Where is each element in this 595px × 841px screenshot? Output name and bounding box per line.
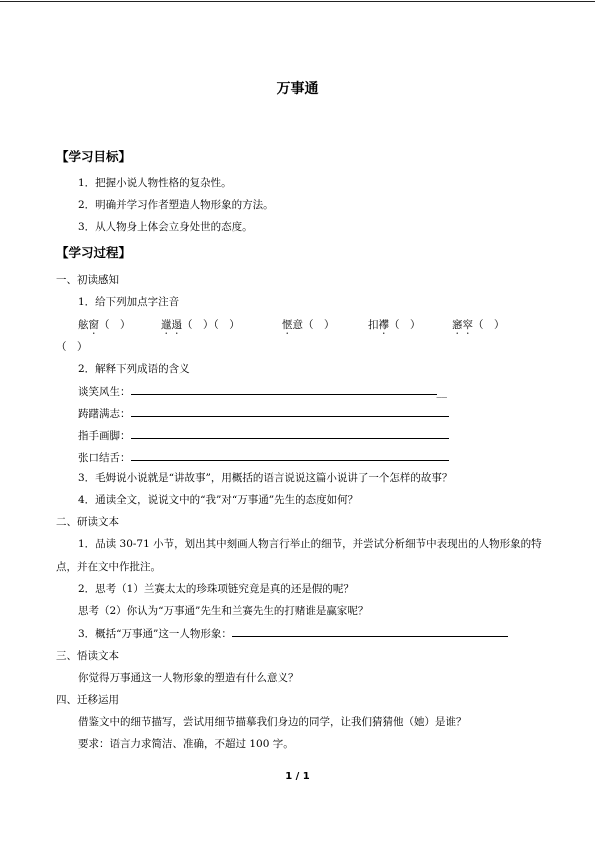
pinyin-word: 扣襻（ ） [368,319,421,331]
answer-blank[interactable] [131,428,449,439]
answer-blank[interactable] [131,384,437,395]
top-rule [0,1,595,2]
part2-q1: 1．品读 30-71 小节，划出其中刻画人物言行举止的细节，并尝试分析细节中表现出的人物形象的特点，并在文中作批注。 [56,538,542,573]
part3-q: 你觉得万事通这一人物形象的塑造有什么意义？ [78,672,299,684]
part4-q: 借鉴文中的细节描写，尝试用细节描摹我们身边的同学，让我们猜猜他（她）是谁？ [78,716,467,728]
idiom-label: 谈笑风生： [78,386,131,398]
idiom-row [78,384,447,399]
q2-idioms: 2．解释下列成语的含义 [78,363,190,375]
part2-q2a: 2．思考（1）兰赛太太的珍珠项链究竟是真的还是假的呢？ [78,583,354,595]
pinyin-word: 邋遢（ ）（ ） [161,319,240,331]
idiom-row [78,450,449,465]
process-heading: 【学习过程】 [56,245,132,260]
pinyin-overflow: （ ） [56,341,88,353]
part2-q2b: 思考（2）你认为“万事通”先生和兰赛先生的打赌谁是赢家呢？ [78,605,369,617]
answer-blank[interactable] [232,626,508,637]
part3-heading: 三、悟读文本 [56,650,119,662]
pinyin-word: 窸窣（ ） [452,319,505,331]
goals-heading: 【学习目标】 [56,149,132,164]
part2-q3: 3．概括“万事通”这一人物形象： [78,628,232,640]
pinyin-word: 舷窗（ ） [78,319,131,331]
part4-requirement: 要求：语言力求简洁、准确，不超过 100 字。 [78,738,294,750]
idiom-label: 张口结舌： [78,452,131,464]
idiom-label: 指手画脚： [78,430,131,442]
pinyin-word: 惬意（ ） [282,319,335,331]
goal-item: 2．明确并学习作者塑造人物形象的方法。 [78,199,274,211]
page-number: 1 / 1 [285,771,310,782]
idiom-row [78,406,449,421]
answer-blank[interactable] [131,406,449,417]
part4-heading: 四、迁移运用 [56,694,119,706]
goal-item: 1．把握小说人物性格的复杂性。 [78,177,232,189]
idiom-row [78,428,449,443]
q4-attitude: 4．通读全文，说说文中的“我”对“万事通”先生的态度如何？ [78,494,359,506]
part2-q3-row [78,626,508,641]
q3-story: 3．毛姆说小说就是“讲故事”，用概括的语言说说这篇小说讲了一个怎样的故事？ [78,472,453,484]
idiom-label: 踌躇满志： [78,408,131,420]
part1-heading: 一、初读感知 [56,274,119,286]
goal-item: 3．从人物身上体会立身处世的态度。 [78,221,253,233]
part2-heading: 二、研读文本 [56,516,119,528]
trailing-mark: __ [436,386,447,398]
page-title: 万事通 [276,81,319,97]
q1-pinyin: 1．给下列加点字注音 [78,296,180,308]
answer-blank[interactable] [131,450,449,461]
